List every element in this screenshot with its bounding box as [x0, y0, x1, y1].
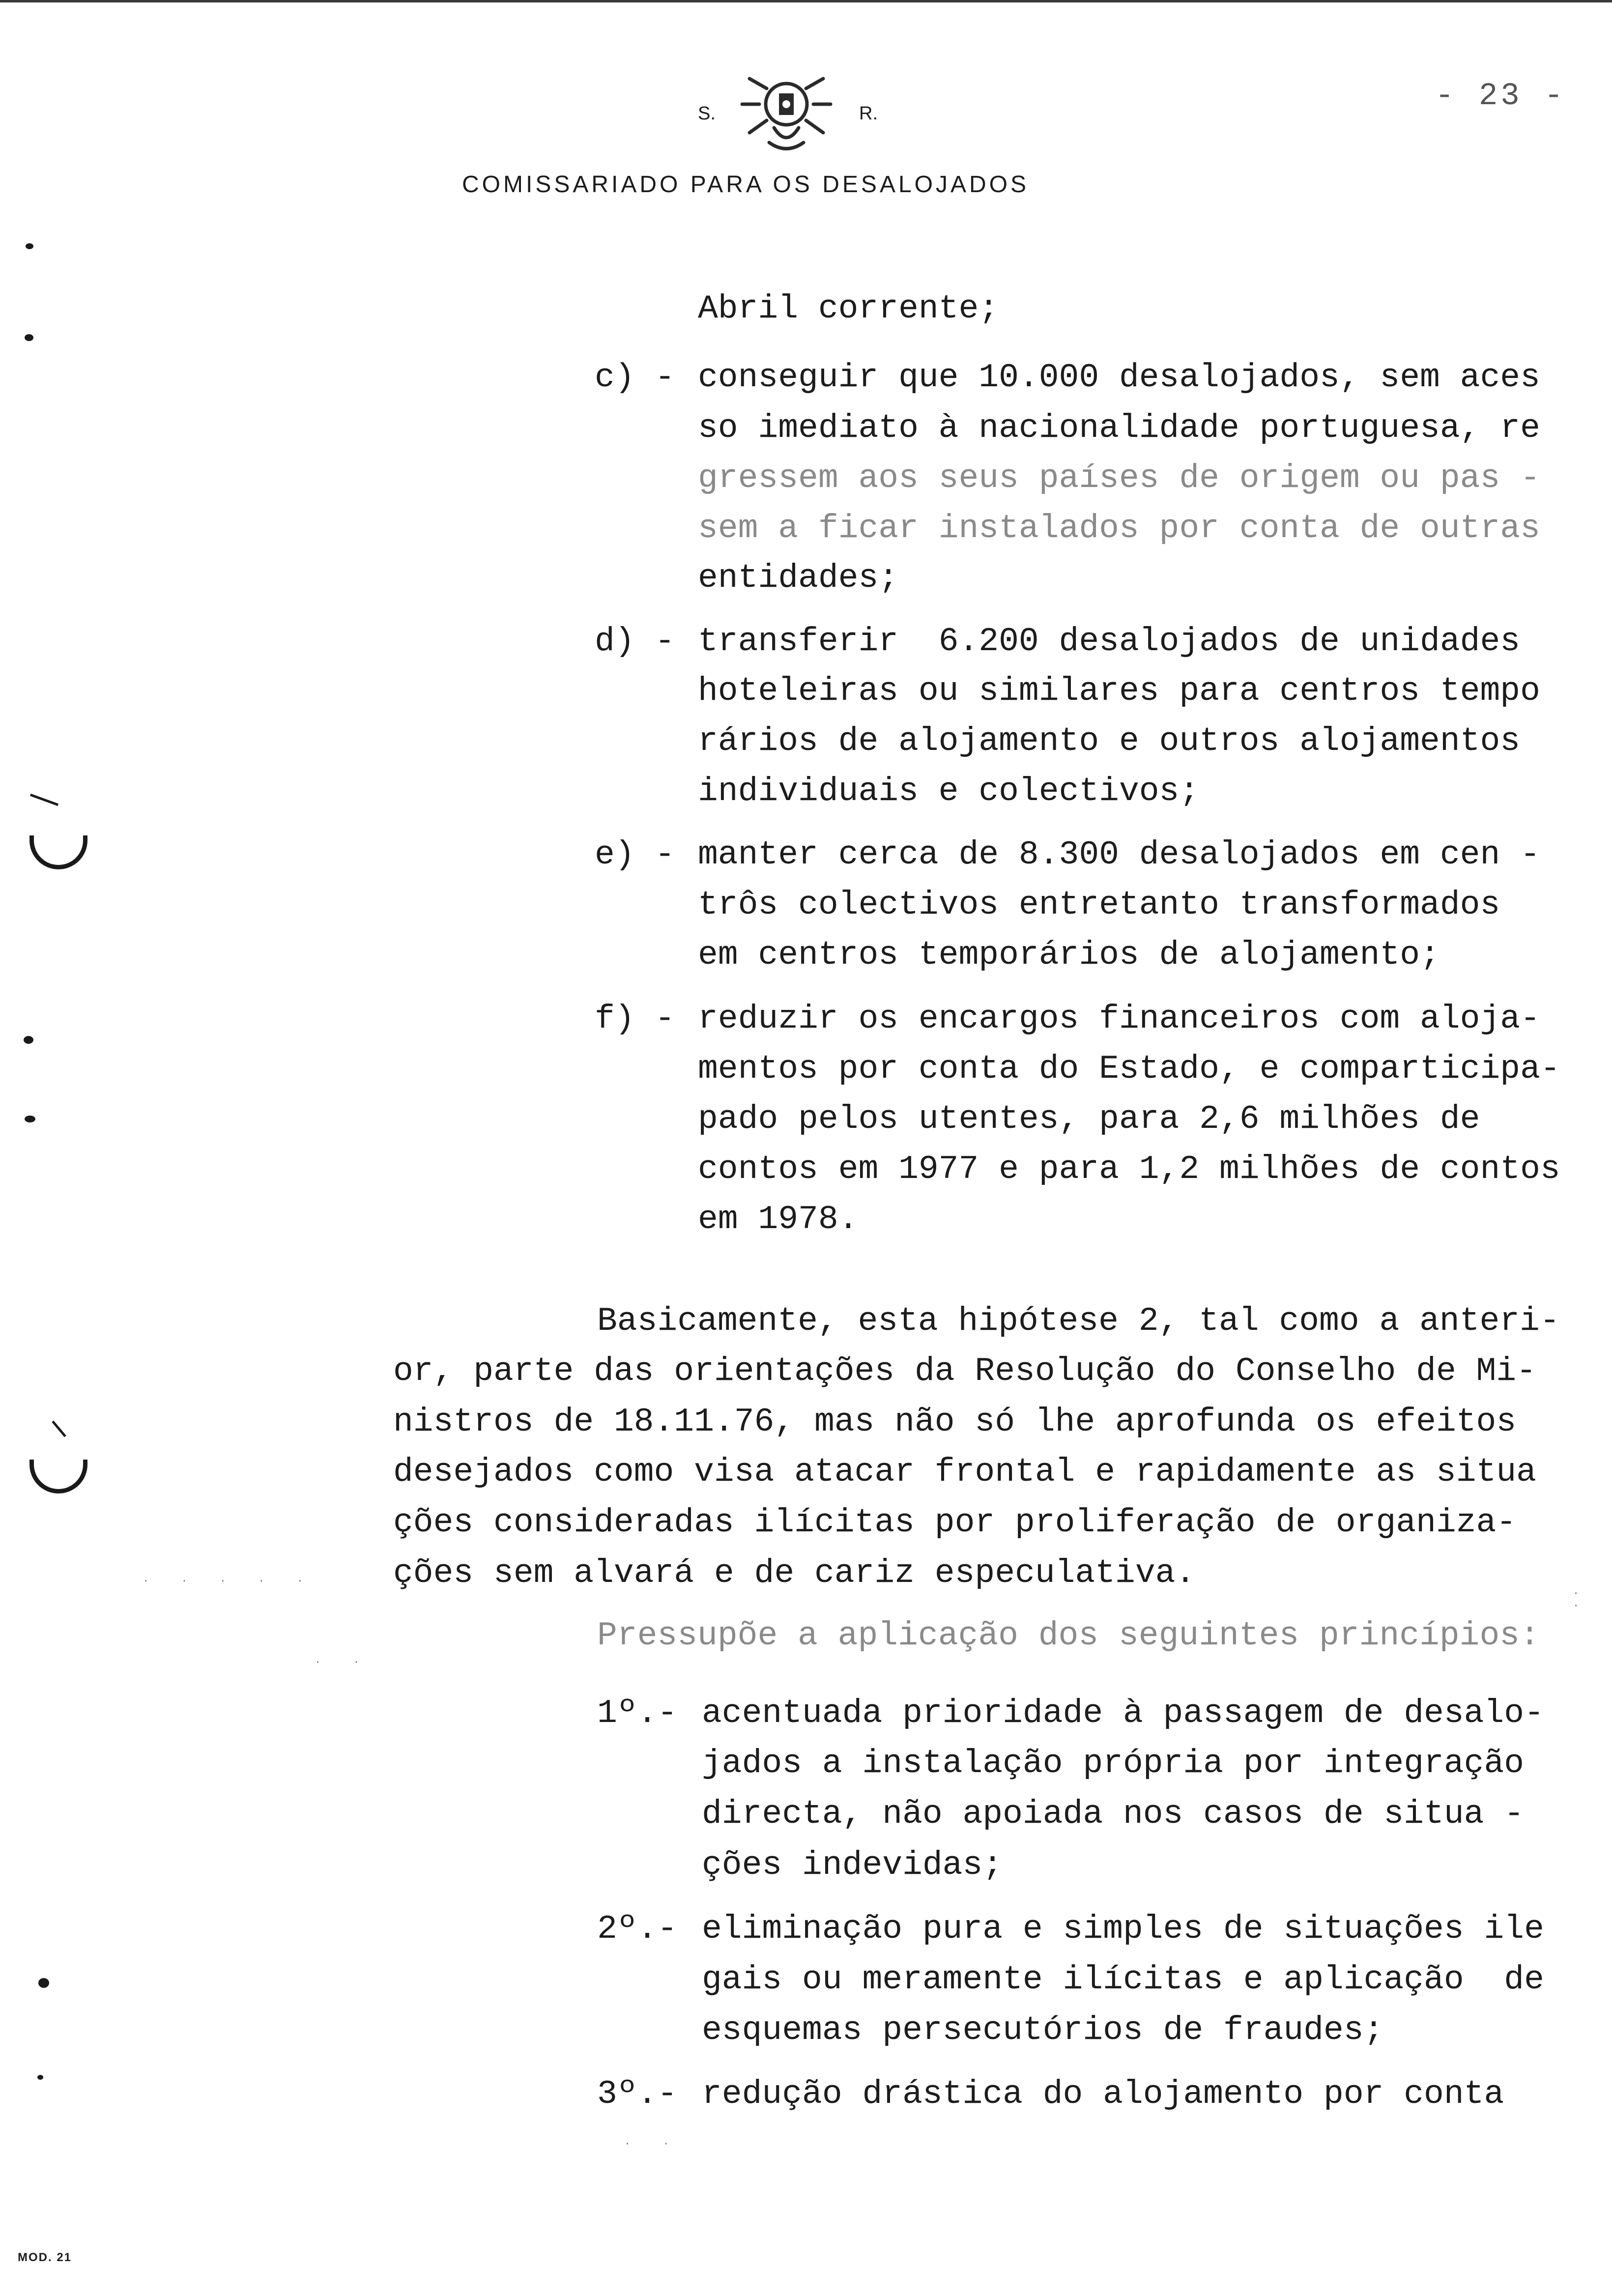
scan-mark — [24, 1036, 33, 1044]
principles-intro: Pressupõe a aplicação dos seguintes princípios: — [597, 1617, 1540, 1655]
item-line: so imediato à nacionalidade portuguesa, re — [698, 409, 1540, 447]
paragraph-line: nistros de 18.11.76, mas não só lhe aprofunda os efeitos — [393, 1403, 1517, 1441]
page-top-border — [0, 0, 1612, 2]
coat-of-arms-icon — [740, 74, 833, 157]
scan-speckle: · · — [1573, 1587, 1592, 1612]
paragraph-line: ções consideradas ilícitas por proliferação de organiza- — [393, 1504, 1517, 1542]
item-label: 1º.- — [597, 1694, 678, 1732]
item-line: redução drástica do alojamento por conta — [702, 2075, 1504, 2113]
item-line: ções indevidas; — [702, 1846, 1003, 1884]
item-line: reduzir os encargos financeiros com aloja- — [698, 1000, 1540, 1038]
emblem-right-letter: R. — [859, 103, 878, 124]
item-label: c) - — [595, 359, 675, 397]
scan-mark — [29, 1460, 87, 1493]
item-label: f) - — [595, 1000, 675, 1038]
item-line: sem a ficar instalados por conta de outras — [698, 510, 1540, 547]
item-line: manter cerca de 8.300 desalojados em cen - — [698, 836, 1540, 874]
item-label: 2º.- — [597, 1910, 678, 1948]
item-line: hoteleiras ou similares para centros tempo — [698, 672, 1540, 710]
scan-speckle: · · — [624, 2138, 682, 2150]
item-line: individuais e colectivos; — [698, 773, 1200, 810]
paragraph-line: ções sem alvará e de cariz especulativa. — [393, 1554, 1196, 1592]
scan-speckle: · · · · · — [143, 1575, 316, 1587]
organization-name: COMISSARIADO PARA OS DESALOJADOS — [462, 172, 1030, 198]
paragraph-line: desejados como visa atacar frontal e rapidamente as situa — [393, 1453, 1536, 1491]
scan-mark — [30, 794, 58, 806]
scan-mark — [26, 243, 33, 249]
item-label: 3º.- — [597, 2075, 678, 2113]
item-line: contos em 1977 e para 1,2 milhões de contos — [698, 1150, 1560, 1188]
paragraph-line: Basicamente, esta hipótese 2, tal como a anteri- — [597, 1302, 1560, 1340]
item-line: eliminação pura e simples de situações ile — [702, 1910, 1544, 1948]
item-line: mentos por conta do Estado, e comparticipa- — [698, 1050, 1560, 1088]
item-line: jados a instalação própria por integração — [702, 1745, 1525, 1782]
scan-mark — [25, 1116, 35, 1122]
item-line: pado pelos utentes, para 2,6 milhões de — [698, 1100, 1480, 1138]
item-line: directa, não apoiada nos casos de situa - — [702, 1795, 1525, 1833]
emblem-left-letter: S. — [698, 103, 716, 124]
scan-mark — [25, 334, 33, 341]
item-line: esquemas persecutórios de fraudes; — [702, 2011, 1384, 2049]
item-line: gressem aos seus países de origem ou pas - — [698, 459, 1540, 497]
page-number: - 23 - — [1435, 79, 1566, 114]
item-line: em 1978. — [698, 1201, 859, 1238]
item-label: d) - — [595, 623, 675, 660]
item-line: rários de alojamento e outros alojamentos — [698, 722, 1521, 760]
continuation-line: Abril corrente; — [698, 290, 999, 328]
paragraph-line: or, parte das orientações da Resolução do Conselho de Mi- — [393, 1352, 1536, 1390]
item-line: entidades; — [698, 559, 899, 597]
scan-mark — [38, 1978, 49, 1988]
form-code: MOD. 21 — [18, 2251, 72, 2264]
scan-mark — [29, 835, 87, 869]
item-line: gais ou meramente ilícitas e aplicação de — [702, 1961, 1544, 1999]
item-label: e) - — [595, 836, 675, 874]
item-line: em centros temporários de alojamento; — [698, 936, 1440, 974]
item-line: acentuada prioridade à passagem de desalo- — [702, 1694, 1544, 1732]
item-line: conseguir que 10.000 desalojados, sem aces — [698, 359, 1540, 397]
scan-speckle: · · — [315, 1656, 373, 1668]
scan-mark — [52, 1421, 66, 1437]
scan-mark — [37, 2075, 43, 2080]
item-line: trôs colectivos entretanto transformados — [698, 886, 1500, 924]
item-line: transferir 6.200 desalojados de unidades — [698, 623, 1521, 660]
